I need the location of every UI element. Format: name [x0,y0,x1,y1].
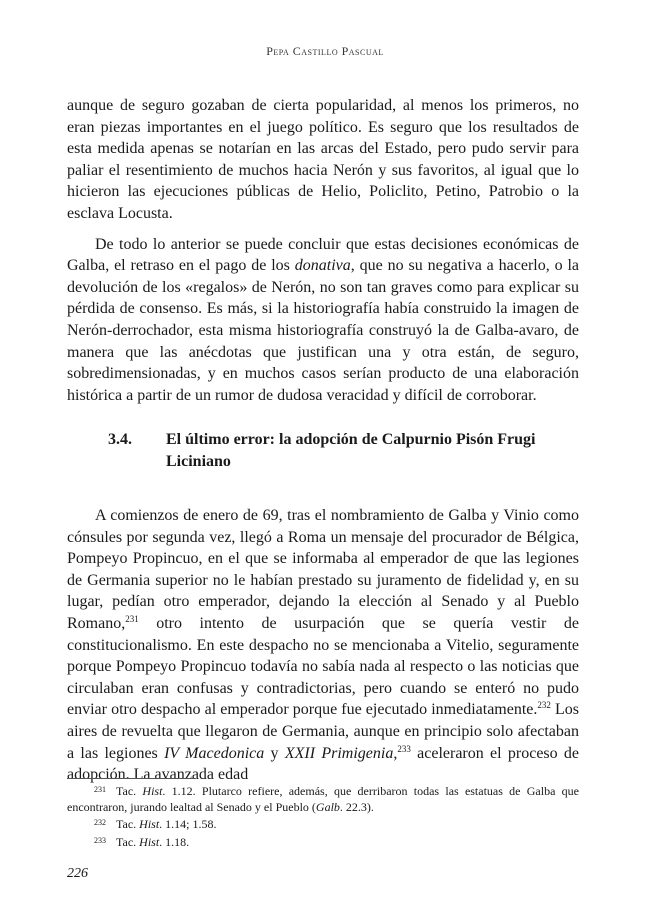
footnote-text: . 1.12. Plutarco refiere, además, que derribaron todas las estatuas de Galba que encontraron, jurando lealtad al Senado y el Pueblo ( [67,784,579,814]
p3-text-e: , [393,744,398,762]
p3-text-a: A comienzos de enero de 69, tras el nombramiento de Galba y Vinio como cónsules por segunda vez, llegó a Roma un mensaje del procurador de Bélgica, Pompeyo Propincuo, en el que se informaba al emperador de que las legiones de Germania superior no le habían prestado su juramento de fidelidad y, en su lugar, pedían otro emperador, dejando la elección al Senado y al Pueblo Romano, [67,507,579,632]
footnote-italic: Hist [142,784,163,798]
p3-italic-2: XXII Primigenia [284,744,394,762]
footnotes [67,782,579,850]
body-text-top [67,95,579,406]
paragraph-1: aunque de seguro gozaban de cierta popularidad, al menos los primeros, no eran piezas importantes en el juego político. Es seguro que los resultados de esta medida apenas se notarían en las arcas del Estado, pero pudo servir para paliar el resentimiento de muchos hacia Nerón y sus favoritos, al igual que lo hicieron las ejecuciones públicas de Helio, Policlito, Petino, Patrobio o la esclava Locusta. [67,97,579,222]
p3-text-f: aceleraron el proceso de adopción. La avanzada edad [67,744,580,784]
footnote-italic: Hist [139,834,160,849]
running-head: Pepa Castillo Pascual [266,44,384,58]
p3-text-c: Los aires de revuelta que llegaron de Germania, aunque en principio solo afectaban a las legiones [67,701,579,762]
footnote-232 [67,815,579,833]
footnote-number: 232 [94,818,106,827]
paragraph-3 [67,505,579,786]
footnote-text: Tac. [116,817,140,831]
p2-text-b: , que no su negativa a hacerlo, o la devolución de los «regalos» de Nerón, no son tan graves como para explicar su pérdida de consenso. Es más, si la historiografía había construido la imagen de Nerón-derrochador, esta misma historiografía construyó la de Galba-avaro, de manera que las anécdotas que justifican una y otra están, de seguro, sobredimensionadas, y en muchos casos serían producto de una elaboración histórica a partir de un rumor de dudosa veracidad y difícil de corroborar. [67,257,579,404]
footnote-italic: Hist [139,817,160,831]
section-title: El último error: la adopción de Calpurnio Pisón Frugi Liciniano [166,431,536,470]
section-number: 3.4. [108,431,132,448]
footnote-text: Tac. [116,784,143,798]
footnote-ref-232: 232 [537,700,551,711]
page-number: 226 [67,866,88,881]
footnote-ref-231: 231 [125,613,139,624]
footnote-231 [67,782,579,815]
footnote-number: 233 [94,835,106,845]
p3-italic-1: IV Macedonica [164,744,265,762]
paragraph-2 [67,234,579,407]
footnote-233 [67,833,579,851]
p2-text-a: De todo lo anterior se puede concluir que estas decisiones económicas de Galba, el retraso en el pago de los [67,235,579,275]
p3-text-b: otro intento de usurpación que se quería vestir de constitucionalismo. En este despacho no se mencionaba a Vitelio, seguramente porque Pompeyo Propincuo todavía no sabía nada al respecto o las noticias que circulaban eran confusas y contradictorias, pero cuando se enteró no pudo enviar otro despacho al emperador porque fue ejecutado inmediatamente. [67,614,579,719]
footnote-italic: Galb [315,799,340,814]
footnote-ref-233: 233 [397,743,411,754]
footnote-text: . 1.14; 1.58. [159,817,217,831]
footnote-number: 231 [94,785,106,794]
footnote-text: . 1.18. [159,834,190,849]
body-text-bottom [67,489,579,802]
p3-text-d: y [264,744,285,762]
footnote-rule [67,778,194,779]
footnote-text: Tac. [116,834,140,849]
p2-italic: donativa [294,257,351,275]
footnote-text: . 22.3). [339,799,374,814]
